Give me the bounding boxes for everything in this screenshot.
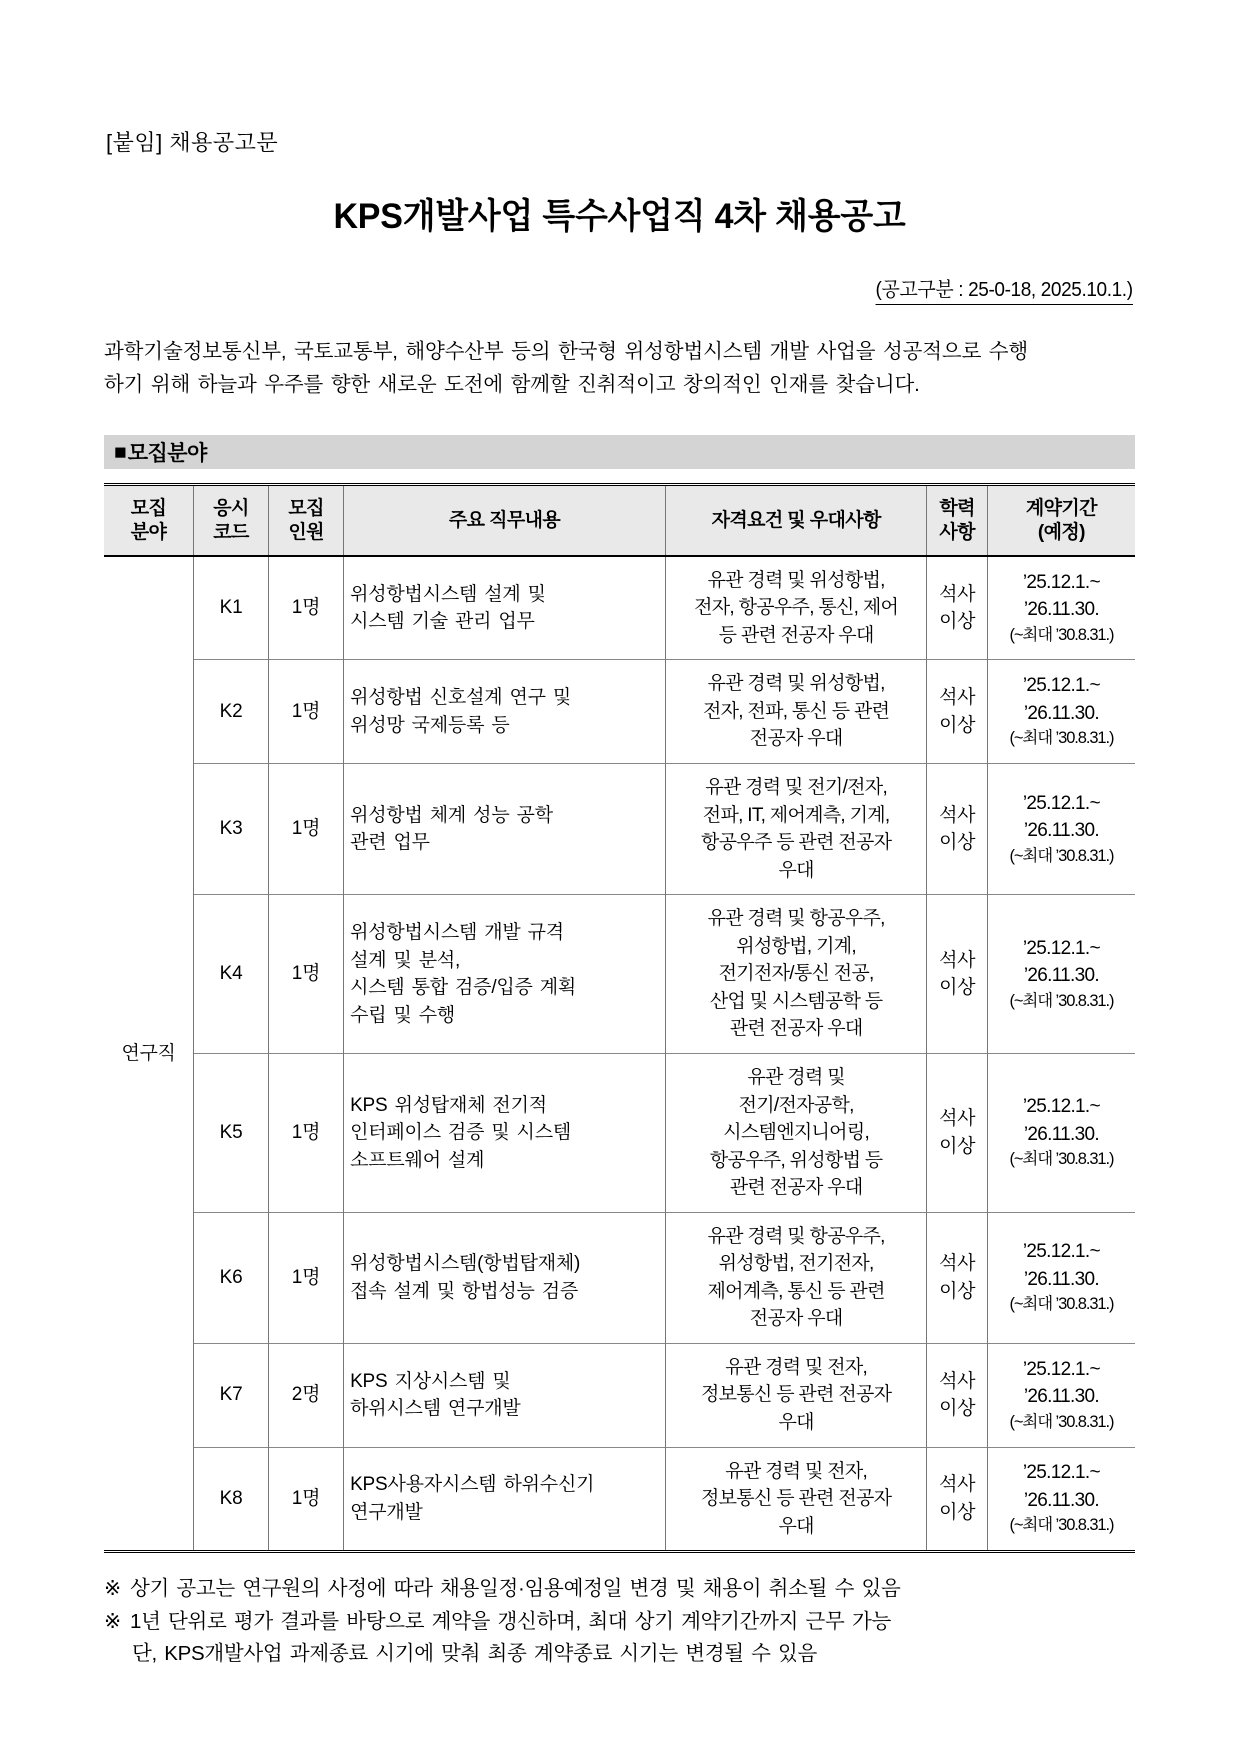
term-end: ’26.11.30. <box>1023 965 1099 987</box>
education-line: 이상 <box>939 977 976 999</box>
term-start: ’25.12.1.~ <box>1022 792 1100 814</box>
cell-contract-term <box>987 1053 1135 1212</box>
term-start: ’25.12.1.~ <box>1022 1096 1100 1118</box>
table-row <box>104 1343 1135 1447</box>
cell-duty-description <box>344 895 666 1054</box>
cell-contract-term <box>987 764 1135 895</box>
cell-application-code: K3 <box>194 764 269 895</box>
duty-line: KPS사용자시스템 하위수신기 <box>350 1474 595 1496</box>
cell-education <box>927 895 988 1054</box>
term-end: ’26.11.30. <box>1023 1123 1099 1145</box>
table-body <box>104 556 1135 1552</box>
duty-line: 위성항법 신호설계 연구 및 <box>350 687 572 709</box>
cell-application-code: K7 <box>194 1343 269 1447</box>
cell-contract-term <box>987 1212 1135 1343</box>
duty-line: 수립 및 수행 <box>350 1004 456 1026</box>
qualification-line: 산업 및 시스템공학 등 <box>709 990 883 1012</box>
education-line: 이상 <box>939 1280 976 1302</box>
qualification-line: 유관 경력 및 위성항법, <box>707 569 885 591</box>
duty-line: 위성항법시스템 설계 및 <box>350 583 546 605</box>
term-end: ’26.11.30. <box>1023 1489 1099 1511</box>
table-row <box>104 764 1135 895</box>
qualification-line: 전자, 항공우주, 통신, 제어 <box>694 597 899 619</box>
cell-headcount: 1명 <box>269 1053 344 1212</box>
term-end: ’26.11.30. <box>1023 702 1099 724</box>
table-row <box>104 1053 1135 1212</box>
cell-education <box>927 660 988 764</box>
duty-line: KPS 위성탑재체 전기적 <box>350 1094 547 1116</box>
term-note: (~최대 ’30.8.31.) <box>1009 729 1114 748</box>
qualification-line: 우대 <box>778 1515 814 1537</box>
cell-application-code: K6 <box>194 1212 269 1343</box>
education-line: 석사 <box>939 804 976 826</box>
cell-qualification <box>665 556 926 660</box>
qualification-line: 우대 <box>778 859 814 881</box>
cell-qualification <box>665 1212 926 1343</box>
qualification-line: 관련 전공자 우대 <box>729 1018 863 1040</box>
cell-duty-description <box>344 1343 666 1447</box>
cell-contract-term <box>987 895 1135 1054</box>
note-item-1 <box>104 1573 1135 1605</box>
duty-line: 관련 업무 <box>350 832 430 854</box>
qualification-line: 유관 경력 및 전자, <box>725 1460 868 1482</box>
duty-line: 소프트웨어 설계 <box>350 1149 485 1171</box>
term-start: ’25.12.1.~ <box>1022 675 1100 697</box>
education-line: 석사 <box>939 949 976 971</box>
education-line: 석사 <box>939 1370 976 1392</box>
recruitment-table <box>104 483 1135 1553</box>
qualification-line: 위성항법, 기계, <box>736 935 856 957</box>
section-title: 모집분야 <box>127 442 207 466</box>
cell-headcount: 1명 <box>269 764 344 895</box>
cell-education <box>927 1053 988 1212</box>
duty-line: 인터페이스 검증 및 시스템 <box>350 1122 572 1144</box>
term-note: (~최대 ’30.8.31.) <box>1009 991 1114 1010</box>
education-line: 이상 <box>939 1135 976 1157</box>
table-row <box>104 895 1135 1054</box>
column-header-field: 모집 분야 <box>104 485 194 556</box>
qualification-line: 유관 경력 및 <box>747 1066 845 1088</box>
table-row <box>104 1447 1135 1552</box>
education-line: 이상 <box>939 1398 976 1420</box>
page-title: KPS개발사업 특수사업직 4차 채용공고 <box>333 197 906 236</box>
qualification-line: 전파, IT, 제어계측, 기계, <box>702 804 890 826</box>
qualification-line: 우대 <box>778 1411 814 1433</box>
qualification-line: 유관 경력 및 항공우주, <box>707 1225 885 1247</box>
column-header-term: 계약기간 (예정) <box>987 485 1135 556</box>
note-2-sub-text: 단, KPS개발사업 과제종료 시기에 맞춰 최종 계약종료 시기는 변경될 수 있음 <box>132 1641 818 1665</box>
cell-duty-description <box>344 556 666 660</box>
cell-qualification <box>665 895 926 1054</box>
term-start: ’25.12.1.~ <box>1022 571 1100 593</box>
education-line: 이상 <box>939 714 976 736</box>
term-end: ’26.11.30. <box>1023 599 1099 621</box>
cell-application-code: K8 <box>194 1447 269 1552</box>
duty-line: 연구개발 <box>350 1501 423 1523</box>
term-note: (~최대 ’30.8.31.) <box>1009 1295 1114 1314</box>
table-header-row <box>104 485 1135 556</box>
term-note: (~최대 ’30.8.31.) <box>1009 1150 1114 1169</box>
note-item-2 <box>104 1606 1135 1638</box>
cell-headcount: 1명 <box>269 1447 344 1552</box>
cell-education <box>927 1212 988 1343</box>
cell-application-code: K1 <box>194 556 269 660</box>
term-start: ’25.12.1.~ <box>1022 1462 1100 1484</box>
term-end: ’26.11.30. <box>1023 1386 1099 1408</box>
qualification-line: 전기/전자공학, <box>738 1094 854 1116</box>
duty-line: 시스템 통합 검증/입증 계획 <box>350 977 577 999</box>
intro-line-2: 하기 위해 하늘과 우주를 향한 새로운 도전에 함께할 진취적이고 창의적인 인재를 찾습니다. <box>104 373 920 397</box>
education-line: 이상 <box>939 1501 976 1523</box>
cell-headcount: 1명 <box>269 556 344 660</box>
notice-code: (공고구분 : 25-0-18, 2025.10.1.) <box>876 273 1133 305</box>
education-line: 석사 <box>939 583 976 605</box>
term-start: ’25.12.1.~ <box>1022 1358 1100 1380</box>
education-line: 석사 <box>939 687 976 709</box>
section-header-bar <box>104 435 1135 469</box>
cell-education <box>927 1343 988 1447</box>
cell-headcount: 1명 <box>269 660 344 764</box>
education-line: 석사 <box>939 1253 976 1275</box>
term-end: ’26.11.30. <box>1023 820 1099 842</box>
qualification-line: 전공자 우대 <box>749 1308 843 1330</box>
qualification-line: 관련 전공자 우대 <box>729 1177 863 1199</box>
notice-code-container <box>104 273 1133 305</box>
reference-mark-icon-2: ※ <box>104 1609 121 1633</box>
cell-application-code: K5 <box>194 1053 269 1212</box>
duty-line: 위성항법 체계 성능 공학 <box>350 804 553 826</box>
term-end: ’26.11.30. <box>1023 1268 1099 1290</box>
cell-headcount: 2명 <box>269 1343 344 1447</box>
cell-headcount: 1명 <box>269 1212 344 1343</box>
education-line: 이상 <box>939 611 976 633</box>
qualification-line: 유관 경력 및 위성항법, <box>707 673 885 695</box>
cell-application-code: K4 <box>194 895 269 1054</box>
qualification-line: 위성항법, 전기전자, <box>718 1253 874 1275</box>
cell-education <box>927 764 988 895</box>
cell-qualification <box>665 764 926 895</box>
duty-line: 접속 설계 및 항법성능 검증 <box>350 1280 579 1302</box>
duty-line: 하위시스템 연구개발 <box>350 1398 521 1420</box>
qualification-line: 항공우주, 위성항법 등 <box>709 1149 883 1171</box>
qualification-line: 정보통신 등 관련 전공자 <box>701 1488 892 1510</box>
reference-mark-icon: ※ <box>104 1577 121 1601</box>
cell-contract-term <box>987 556 1135 660</box>
cell-headcount: 1명 <box>269 895 344 1054</box>
intro-line-1: 과학기술정보통신부, 국토교통부, 해양수산부 등의 한국형 위성항법시스템 개발 사업을 성공적으로 수행 <box>104 340 1029 363</box>
duty-line: KPS 지상시스템 및 <box>350 1370 511 1392</box>
cell-duty-description <box>344 1447 666 1552</box>
cell-education <box>927 556 988 660</box>
intro-paragraph <box>104 335 1135 401</box>
duty-line: 위성항법시스템(항법탑재체) <box>350 1253 581 1275</box>
column-header-code: 응시 코드 <box>194 485 269 556</box>
term-start: ’25.12.1.~ <box>1022 937 1100 959</box>
column-header-duty: 주요 직무내용 <box>344 485 666 556</box>
cell-application-code: K2 <box>194 660 269 764</box>
attachment-label: [붙임] 채용공고문 <box>106 130 279 155</box>
duty-line: 설계 및 분석, <box>350 949 461 971</box>
cell-qualification <box>665 1053 926 1212</box>
note-2-text: 1년 단위로 평가 결과를 바탕으로 계약을 갱신하며, 최대 상기 계약기간까지 근무 가능 <box>130 1609 891 1633</box>
cell-duty-description <box>344 660 666 764</box>
cell-contract-term <box>987 660 1135 764</box>
duty-line: 시스템 기술 관리 업무 <box>350 611 535 633</box>
term-note: (~최대 ’30.8.31.) <box>1009 1516 1114 1535</box>
qualification-line: 정보통신 등 관련 전공자 <box>701 1384 892 1406</box>
table-row <box>104 660 1135 764</box>
qualification-line: 유관 경력 및 전자, <box>725 1356 868 1378</box>
qualification-line: 전공자 우대 <box>749 728 843 750</box>
education-line: 석사 <box>939 1474 976 1496</box>
table-header <box>104 485 1135 556</box>
cell-qualification <box>665 660 926 764</box>
qualification-line: 항공우주 등 관련 전공자 <box>701 832 892 854</box>
term-start: ’25.12.1.~ <box>1022 1241 1100 1263</box>
cell-qualification <box>665 1343 926 1447</box>
table-row <box>104 556 1135 660</box>
note-1-text: 상기 공고는 연구원의 사정에 따라 채용일정·임용예정일 변경 및 채용이 취소될 수 있음 <box>130 1577 901 1601</box>
qualification-line: 유관 경력 및 전기/전자, <box>705 777 888 799</box>
term-note: (~최대 ’30.8.31.) <box>1009 1412 1114 1431</box>
duty-line: 위성망 국제등록 등 <box>350 714 510 736</box>
education-line: 석사 <box>939 1108 976 1130</box>
qualification-line: 등 관련 전공자 우대 <box>718 624 874 646</box>
education-line: 이상 <box>939 832 976 854</box>
column-header-count: 모집 인원 <box>269 485 344 556</box>
cell-recruitment-field: 연구직 <box>104 556 194 1552</box>
qualification-line: 유관 경력 및 항공우주, <box>707 908 885 930</box>
cell-contract-term <box>987 1447 1135 1552</box>
qualification-line: 전기전자/통신 전공, <box>718 963 874 985</box>
term-note: (~최대 ’30.8.31.) <box>1009 625 1114 644</box>
cell-contract-term <box>987 1343 1135 1447</box>
cell-education <box>927 1447 988 1552</box>
term-note: (~최대 ’30.8.31.) <box>1009 846 1114 865</box>
footer-notes <box>104 1573 1135 1670</box>
duty-line: 위성항법시스템 개발 규격 <box>350 921 564 943</box>
qualification-line: 제어계측, 통신 등 관련 <box>707 1280 885 1302</box>
qualification-line: 전자, 전파, 통신 등 관련 <box>702 700 890 722</box>
column-header-education: 학력 사항 <box>927 485 988 556</box>
cell-duty-description <box>344 1212 666 1343</box>
cell-duty-description <box>344 764 666 895</box>
cell-duty-description <box>344 1053 666 1212</box>
qualification-line: 시스템엔지니어링, <box>723 1122 870 1144</box>
cell-qualification <box>665 1447 926 1552</box>
column-header-qualification: 자격요건 및 우대사항 <box>665 485 926 556</box>
square-bullet-icon: ■ <box>114 440 127 464</box>
table-row <box>104 1212 1135 1343</box>
